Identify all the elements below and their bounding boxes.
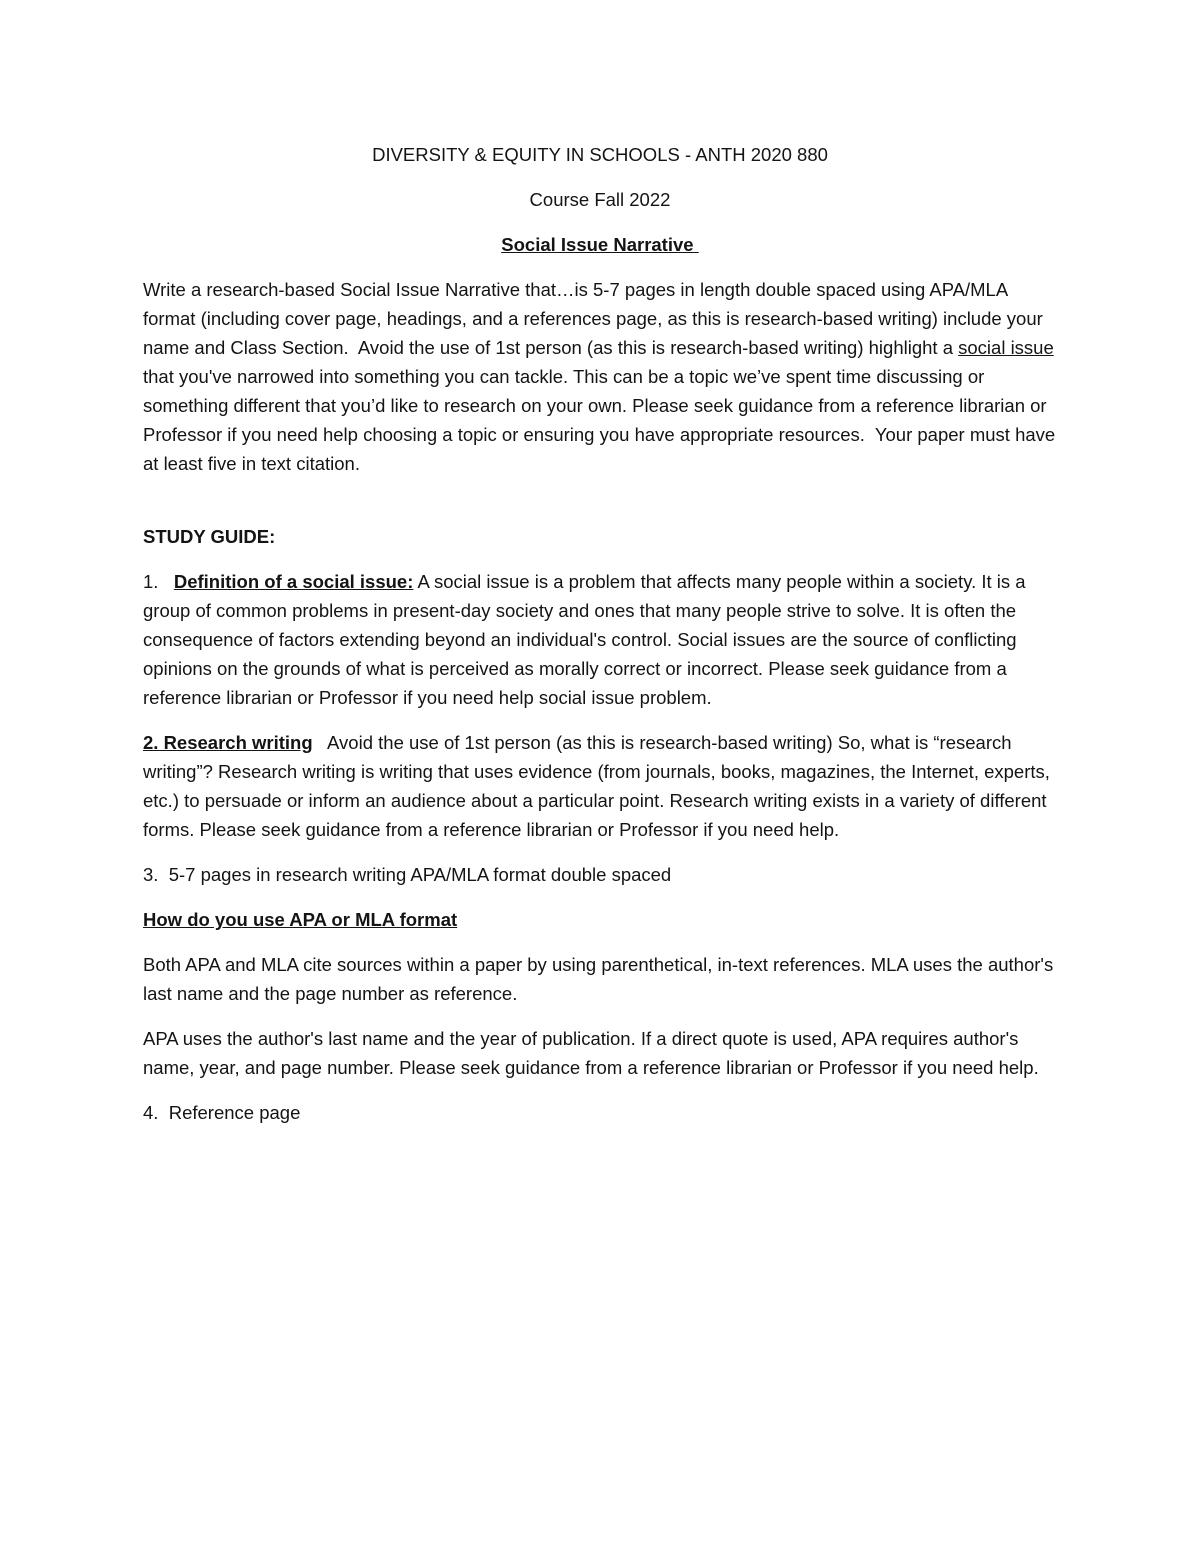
study-item-3 [143, 860, 1057, 889]
course-title [143, 140, 1057, 169]
text-run: APA uses the author's last name and the year of publication. If a direct quote is used, APA requires author's name, year, and page number. Please seek guidance from a reference librarian or Professor if you need help. [143, 1028, 1039, 1078]
text-run: 4. Reference page [143, 1102, 301, 1123]
assignment-title [143, 230, 1057, 259]
text-run: DIVERSITY & EQUITY IN SCHOOLS - ANTH 2020 880 [372, 144, 828, 165]
course-term [143, 185, 1057, 214]
apa-mla-paragraph-2 [143, 1024, 1057, 1082]
text-run: How do you use APA or MLA format [143, 909, 458, 930]
text-run: A social issue is a problem that affects many people within a society. It is a group of common problems in present-day society and ones that many people strive to solve. It is often the consequence of factors extending beyond an individual's control. Social issues are the source of conflicting opinions on the grounds of what is perceived as morally correct or incorrect. Please seek guidance from a reference librarian or Professor if you need help social issue problem. [143, 571, 1031, 708]
text-run: STUDY GUIDE: [143, 526, 276, 547]
text-run: Both APA and MLA cite sources within a paper by using parenthetical, in-text references. MLA uses the author's last name and the page number as reference. [143, 954, 1059, 1004]
apa-mla-paragraph-1 [143, 950, 1057, 1008]
text-run: 2. Research writing [143, 732, 313, 753]
text-run: 3. 5-7 pages in research writing APA/MLA format double spaced [143, 864, 672, 885]
study-item-1 [143, 567, 1057, 712]
text-run: that you've narrowed into something you can tackle. This can be a topic we’ve spent time discussing or something different that you’d like to research on your own. Please seek guidance from a reference librarian or Professor if you need help choosing a topic or ensuring you have appropriate resources. Your paper must have at least five in text citation. [143, 337, 1061, 474]
apa-mla-heading [143, 905, 1057, 934]
text-run: Avoid the use of 1st person (as this is research-based writing) So, what is “research writing”? Research writing is writing that uses evidence (from journals, books, magazines, the Internet, experts, etc.) to persuade or inform an audience about a particular point. Research writing exists in a variety of different forms. Please seek guidance from a reference librarian or Professor if you need help. [143, 732, 1056, 840]
study-item-4 [143, 1098, 1057, 1127]
text-run: Social Issue Narrative [501, 234, 699, 255]
text-run: Write a research-based Social Issue Narrative that…is 5-7 pages in length double spaced using APA/MLA format (including cover page, headings, and a references page, as this is research-based writing) include your name and Class Section. Avoid the use of 1st person (as this is research-based writing) highlight a [143, 279, 1048, 358]
text-run: 1. [143, 571, 174, 592]
text-run: Definition of a social issue: [173, 571, 414, 592]
study-guide-heading [143, 522, 1057, 551]
text-run: Course Fall 2022 [529, 189, 671, 210]
assignment-description [143, 275, 1061, 478]
text-run: social issue [958, 337, 1054, 358]
study-item-2 [143, 728, 1057, 844]
